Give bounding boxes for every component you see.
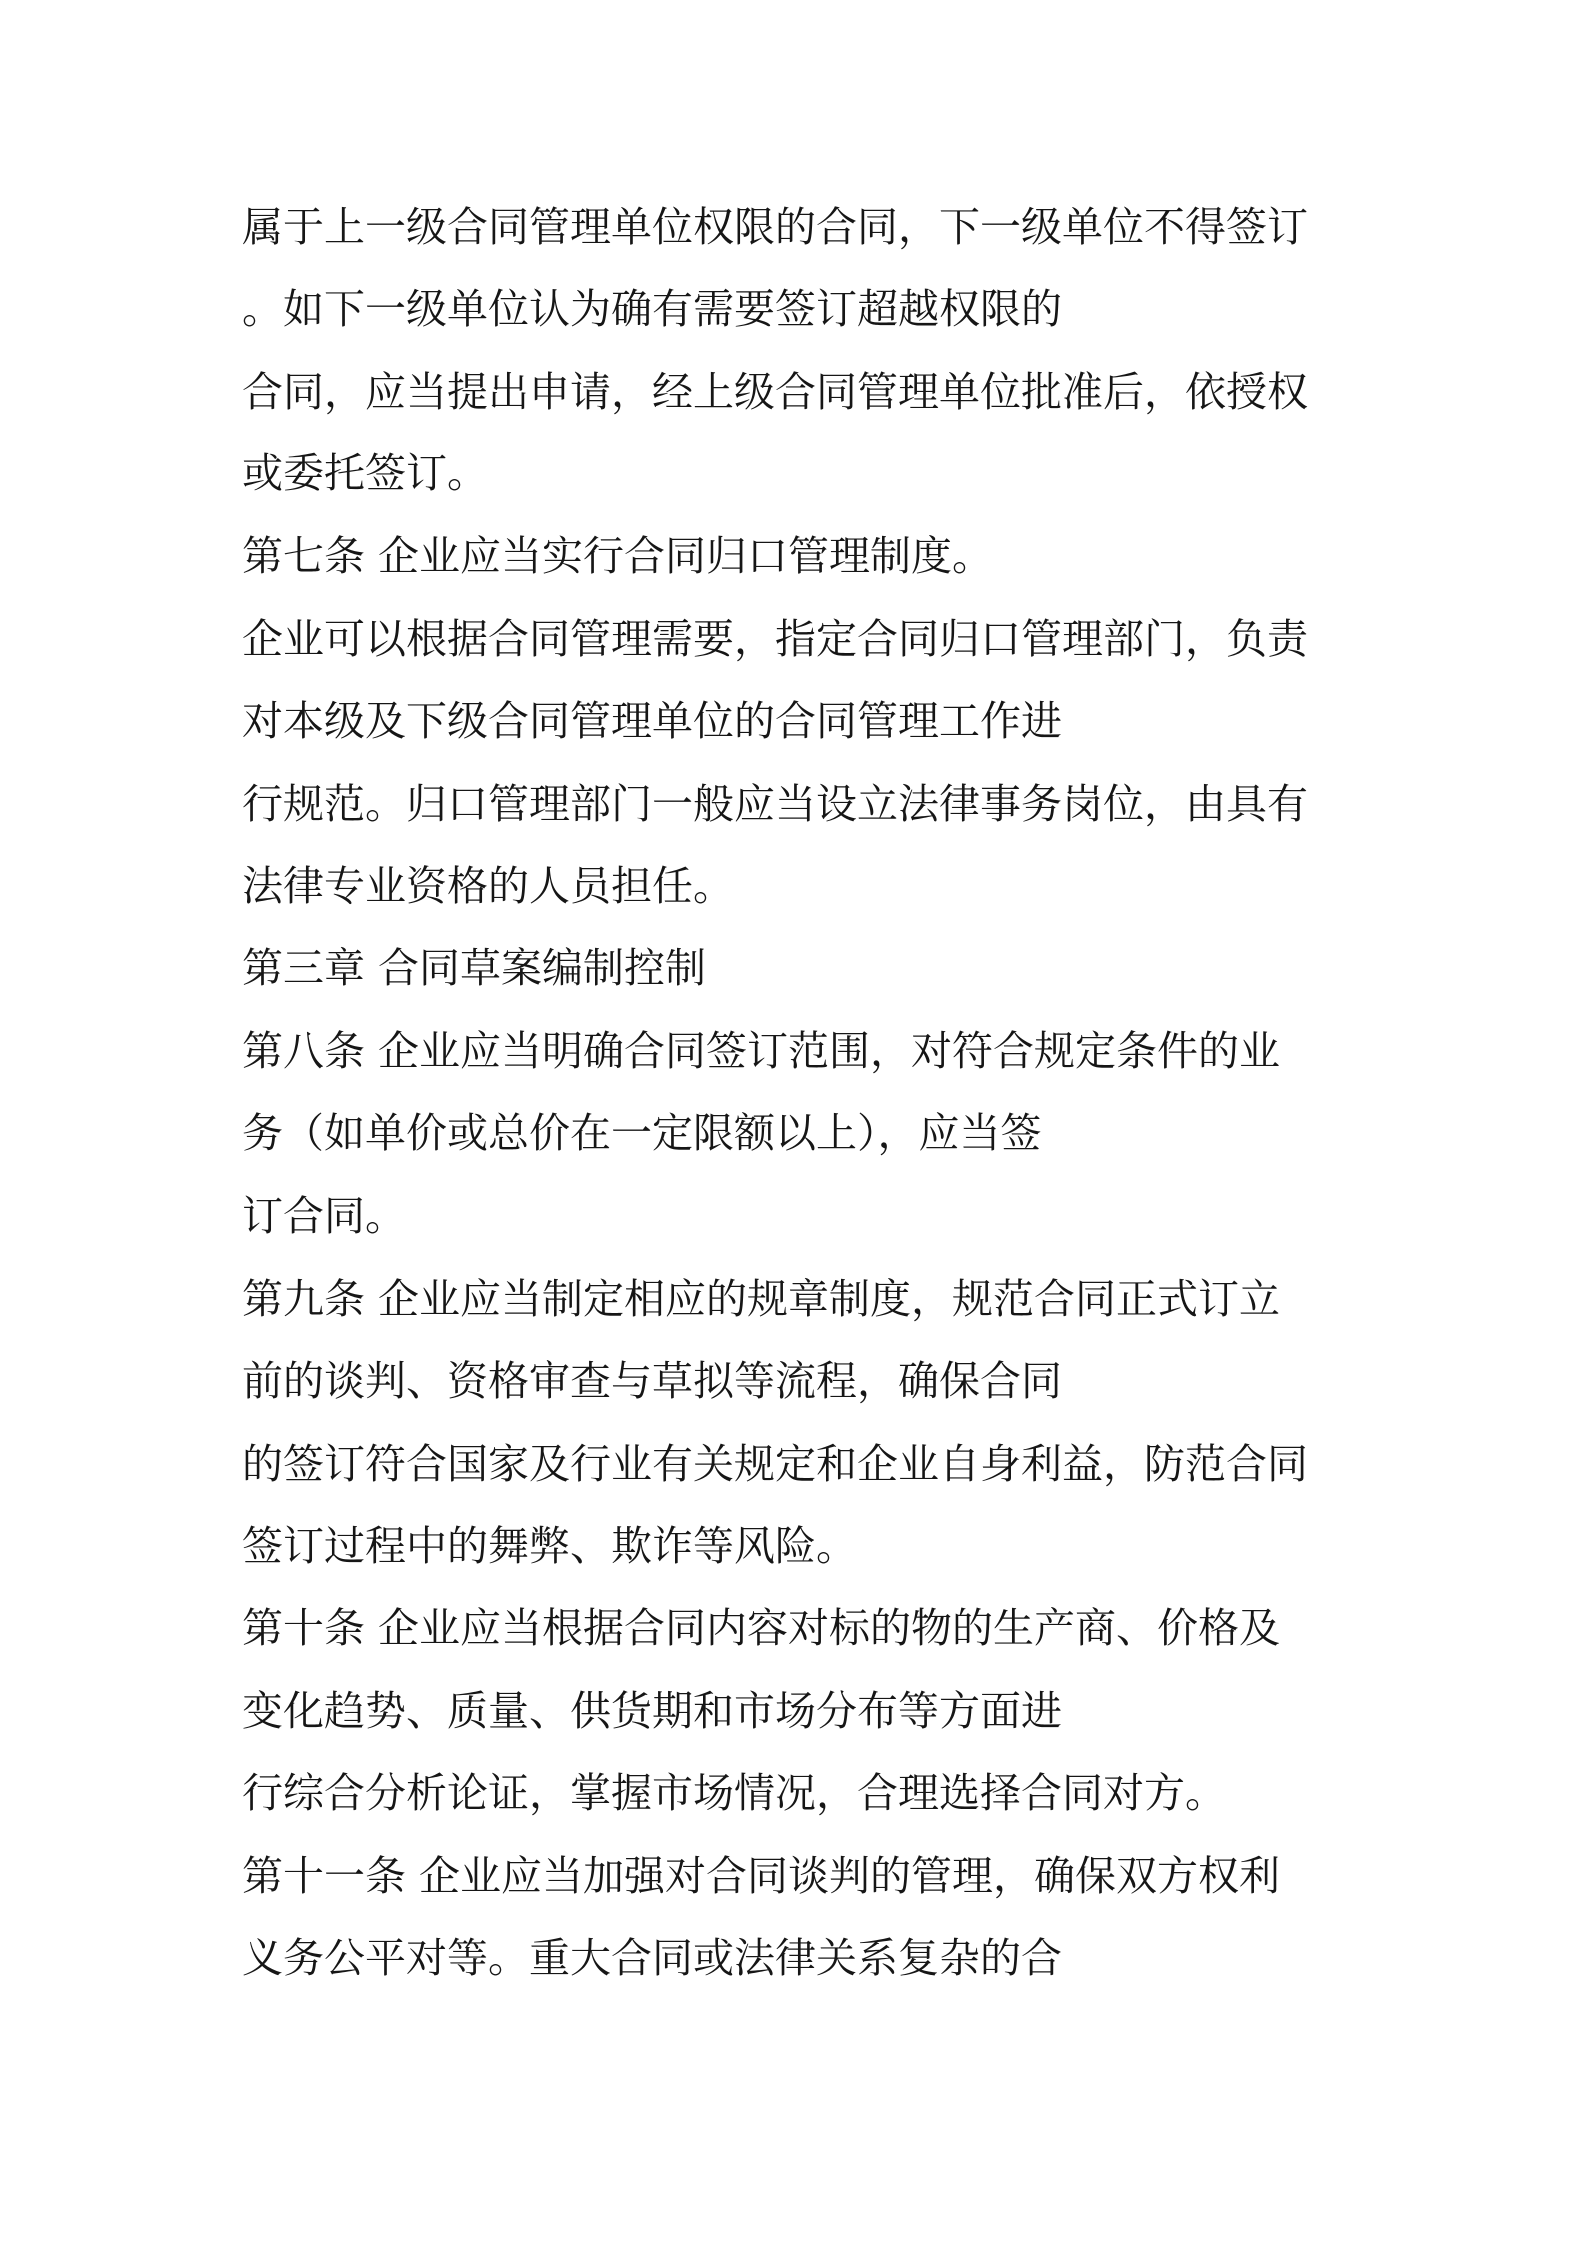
text-line: 前的谈判、资格审查与草拟等流程，确保合同 (242, 1357, 1062, 1405)
text-line: 合同，应当提出申请，经上级合同管理单位批准后，依授权 (242, 368, 1308, 416)
text-line: 或委托签订。 (242, 449, 488, 497)
text-line: 法律专业资格的人员担任。 (242, 862, 734, 910)
article-heading: 第八条 企业应当明确合同签订范围，对符合规定条件的业 (242, 1027, 1281, 1075)
text-line: 订合同。 (242, 1192, 406, 1240)
text-line: 对本级及下级合同管理单位的合同管理工作进 (242, 697, 1062, 745)
text-line: 。如下一级单位认为确有需要签订超越权限的 (242, 285, 1062, 333)
text-line: 义务公平对等。重大合同或法律关系复杂的合 (242, 1934, 1062, 1982)
text-line: 务（如单价或总价在一定限额以上），应当签 (242, 1109, 1042, 1157)
text-line: 企业可以根据合同管理需要，指定合同归口管理部门，负责 (242, 615, 1308, 663)
chapter-heading: 第三章 合同草案编制控制 (242, 944, 707, 992)
article-heading: 第七条 企业应当实行合同归口管理制度。 (242, 532, 994, 580)
article-heading: 第十条 企业应当根据合同内容对标的物的生产商、价格及 (242, 1604, 1281, 1652)
text-line: 的签订符合国家及行业有关规定和企业自身利益，防范合同 (242, 1440, 1308, 1488)
text-line: 签订过程中的舞弊、欺诈等风险。 (242, 1522, 857, 1570)
text-line: 行规范。归口管理部门一般应当设立法律事务岗位，由具有 (242, 780, 1308, 828)
text-line: 变化趋势、质量、供货期和市场分布等方面进 (242, 1687, 1062, 1735)
article-heading: 第十一条 企业应当加强对合同谈判的管理，确保双方权利 (242, 1852, 1281, 1900)
text-line: 行综合分析论证，掌握市场情况，合理选择合同对方。 (242, 1769, 1226, 1817)
text-line: 属于上一级合同管理单位权限的合同，下一级单位不得签订 (242, 203, 1308, 251)
article-heading: 第九条 企业应当制定相应的规章制度，规范合同正式订立 (242, 1275, 1281, 1323)
